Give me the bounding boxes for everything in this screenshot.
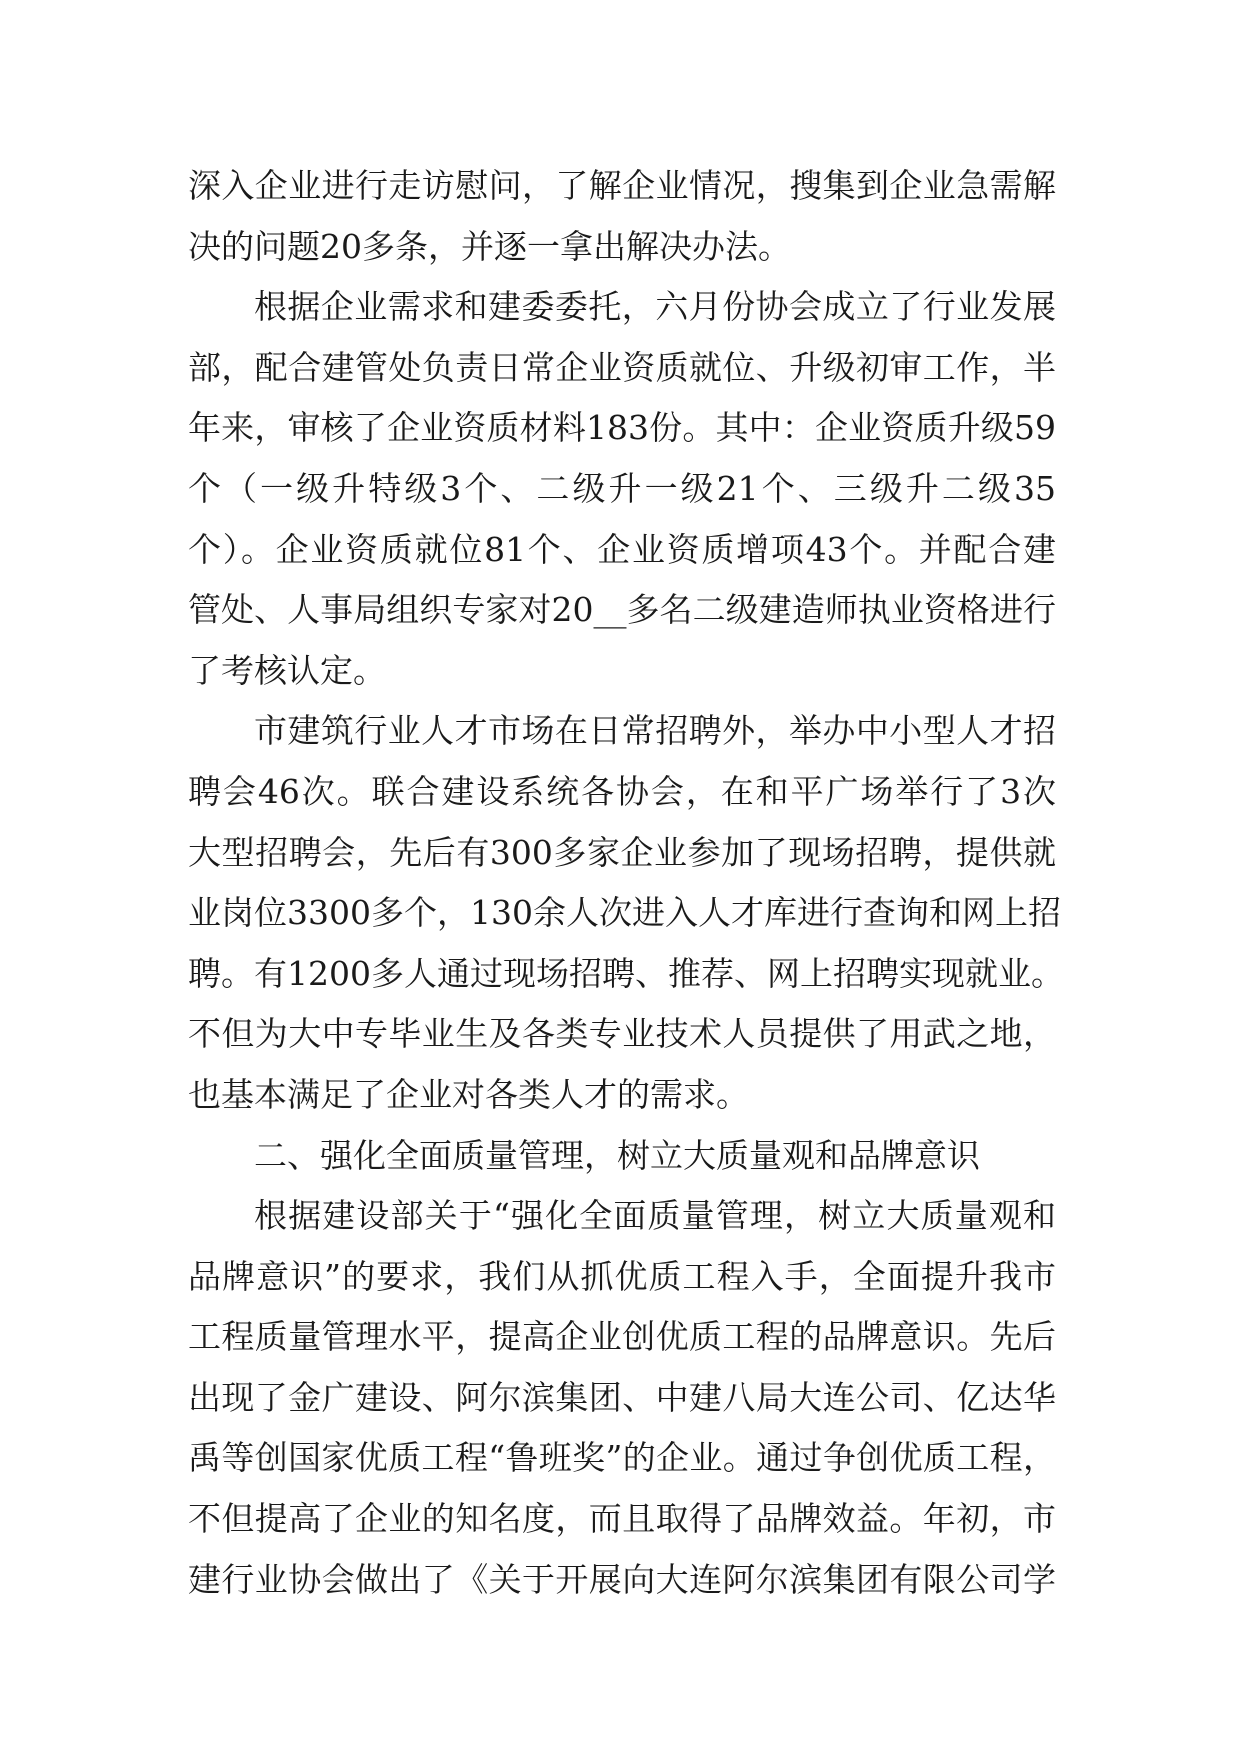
text-line: 工程质量管理水平，提高企业创优质工程的品牌意识。先后: [188, 1317, 1056, 1357]
text-line: 不但提高了企业的知名度，而且取得了品牌效益。年初，市: [188, 1499, 1056, 1539]
text-line: 年来，审核了企业资质材料183份。其中：企业资质升级59: [188, 408, 1056, 448]
text-line: 根据企业需求和建委委托，六月份协会成立了行业发展: [254, 287, 1056, 327]
text-line: 部，配合建管处负责日常企业资质就位、升级初审工作，半: [188, 347, 1056, 387]
section-heading-text: 二、强化全面质量管理，树立大质量观和品牌意识: [254, 1135, 980, 1175]
paragraph: [188, 701, 1064, 1125]
text-line: 出现了金广建设、阿尔滨集团、中建八局大连公司、亿达华: [188, 1377, 1056, 1417]
text-line: 禹等创国家优质工程“鲁班奖”的企业。通过争创优质工程，: [188, 1438, 1056, 1478]
text-line: 也基本满足了企业对各类人才的需求。: [188, 1074, 749, 1114]
paragraph: [188, 277, 1056, 701]
text-line: 大型招聘会，先后有300多家企业参加了现场招聘，提供就: [188, 832, 1056, 872]
text-line: 市建筑行业人才市场在日常招聘外，举办中小型人才招: [254, 711, 1056, 751]
text-line: 个）。企业资质就位81个、企业资质增项43个。并配合建: [188, 529, 1056, 569]
text-line: 个（一级升特级3个、二级升一级21个、三级升二级35: [188, 468, 1056, 508]
text-line: 聘会46次。联合建设系统各协会，在和平广场举行了3次: [188, 771, 1056, 811]
text-line: 根据建设部关于“强化全面质量管理，树立大质量观和: [254, 1196, 1056, 1236]
text-line: 品牌意识”的要求，我们从抓优质工程入手，全面提升我市: [188, 1256, 1056, 1296]
paragraph: [188, 156, 1056, 277]
text-line: 业岗位3300多个，130余人次进入人才库进行查询和网上招: [188, 893, 1061, 933]
text-line: 深入企业进行走访慰问，了解企业情况，搜集到企业急需解: [188, 166, 1056, 205]
text-line: 聘。有1200多人通过现场招聘、推荐、网上招聘实现就业。: [188, 953, 1064, 993]
text-line: 管处、人事局组织专家对20__多名二级建造师执业资格进行: [188, 590, 1056, 630]
text-line: 建行业协会做出了《关于开展向大连阿尔滨集团有限公司学: [188, 1559, 1056, 1599]
text-line: 决的问题20多条，并逐一拿出解决办法。: [188, 226, 791, 266]
document-body: [188, 156, 1064, 1610]
text-line: 了考核认定。: [188, 650, 386, 690]
section-heading: [188, 1126, 1056, 1187]
paragraph: [188, 1186, 1056, 1610]
text-line: 不但为大中专毕业生及各类专业技术人员提供了用武之地，: [188, 1014, 1056, 1054]
